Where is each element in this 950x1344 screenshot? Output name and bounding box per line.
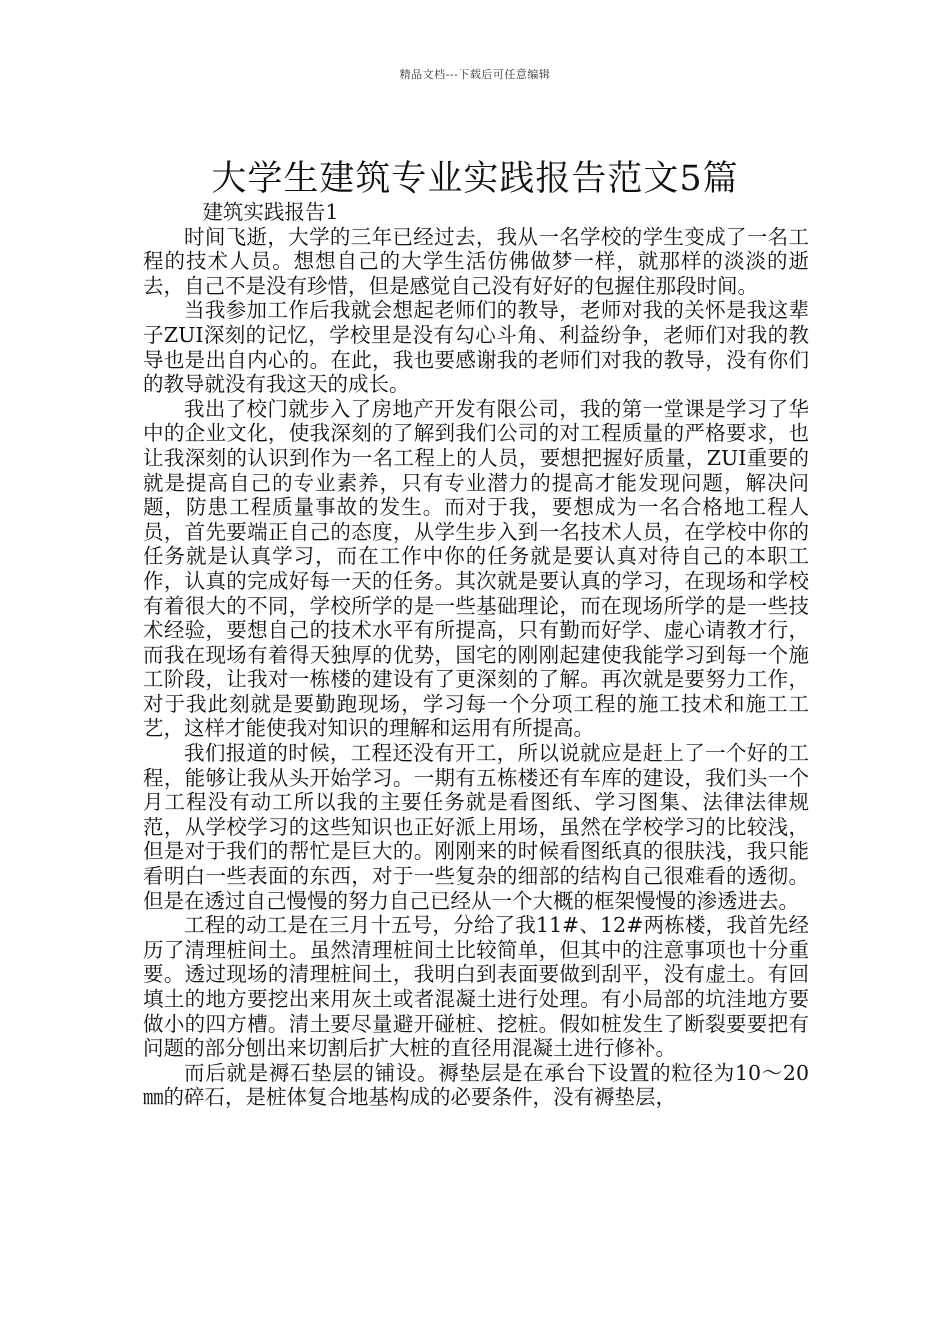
paragraph-1: 时间飞逝，大学的三年已经过去，我从一名学校的学生变成了一名工程的技术人员。想想自己的大学生活仿佛做梦一样，就那样的淡淡的逝去，自己不是没有珍惜，但是感觉自己没有好好的包握住那段时间。 [143,224,809,298]
header-note: 精品文档---下载后可任意编辑 [399,68,551,81]
paragraph-3: 我出了校门就步入了房地产开发有限公司，我的第一堂课是学习了华中的企业文化，使我深刻的了解到我们公司的对工程质量的严格要求，也让我深刻的认识到作为一名工程上的人员，要想把握好质量，ZUI重要的就是提高自己的专业素养，只有专业潜力的提高才能发现问题，解决问题，防患工程质量事故的发生。而对于我，要想成为一名合格地工程人员，首先要端正自己的态度，从学生步入到一名技术人员，在学校中你的任务就是认真学习，而在工作中你的任务就是要认真对待自己的本职工作，认真的完成好每一天的任务。其次就是要认真的学习，在现场和学校有着很大的不同，学校所学的是一些基础理论，而在现场所学的是一些技术经验，要想自己的技术水平有所提高，只有勤而好学、虚心请教才行，而我在现场有着得天独厚的优势，国宅的刚刚起建使我能学习到每一个施工阶段，让我对一栋楼的建设有了更深刻的了解。再次就是要努力工作，对于我此刻就是要勤跑现场，学习每一个分项工程的施工技术和施工工艺，这样才能使我对知识的理解和运用有所提高。 [143,396,809,741]
document-title: 大学生建筑专业实践报告范文5篇 [211,159,739,200]
section-heading: 建筑实践报告1 [202,200,339,224]
paragraph-2: 当我参加工作后我就会想起老师们的教导，老师对我的关怀是我这辈子ZUI深刻的记忆，学校里是没有勾心斗角、利益纷争，老师们对我的教导也是出自内心的。在此，我也要感谢我的老师们对我的教导，没有你们的教导就没有我这天的成长。 [143,298,809,397]
paragraph-4: 我们报道的时候，工程还没有开工，所以说就应是赶上了一个好的工程，能够让我从头开始学习。一期有五栋楼还有车库的建设，我们头一个月工程没有动工所以我的主要任务就是看图纸、学习图集、法律法律规范，从学校学习的这些知识也正好派上用场，虽然在学校学习的比较浅，但是对于我们的帮忙是巨大的。刚刚来的时候看图纸真的很肤浅，我只能看明白一些表面的东西，对于一些复杂的细部的结构自己很难看的透彻。但是在透过自己慢慢的努力自己已经从一个大概的框架慢慢的渗透进去。 [143,741,809,913]
paragraph-6: 而后就是褥石垫层的铺设。褥垫层是在承台下设置的粒径为10～20㎜的碎石，是桩体复合地基构成的必要条件，没有褥垫层， [143,1060,809,1110]
document-body [143,200,809,1110]
paragraph-5: 工程的动工是在三月十五号，分给了我11#、12#两栋楼，我首先经历了清理桩间土。虽然清理桩间土比较简单，但其中的注意事项也十分重要。透过现场的清理桩间土，我明白到表面要做到刮平，没有虚土。有回填土的地方要挖出来用灰土或者混凝土进行处理。有小局部的坑洼地方要做小的四方槽。清土要尽量避开碰桩、挖桩。假如桩发生了断裂要要把有问题的部分刨出来切割后扩大桩的直径用混凝土进行修补。 [143,913,809,1061]
